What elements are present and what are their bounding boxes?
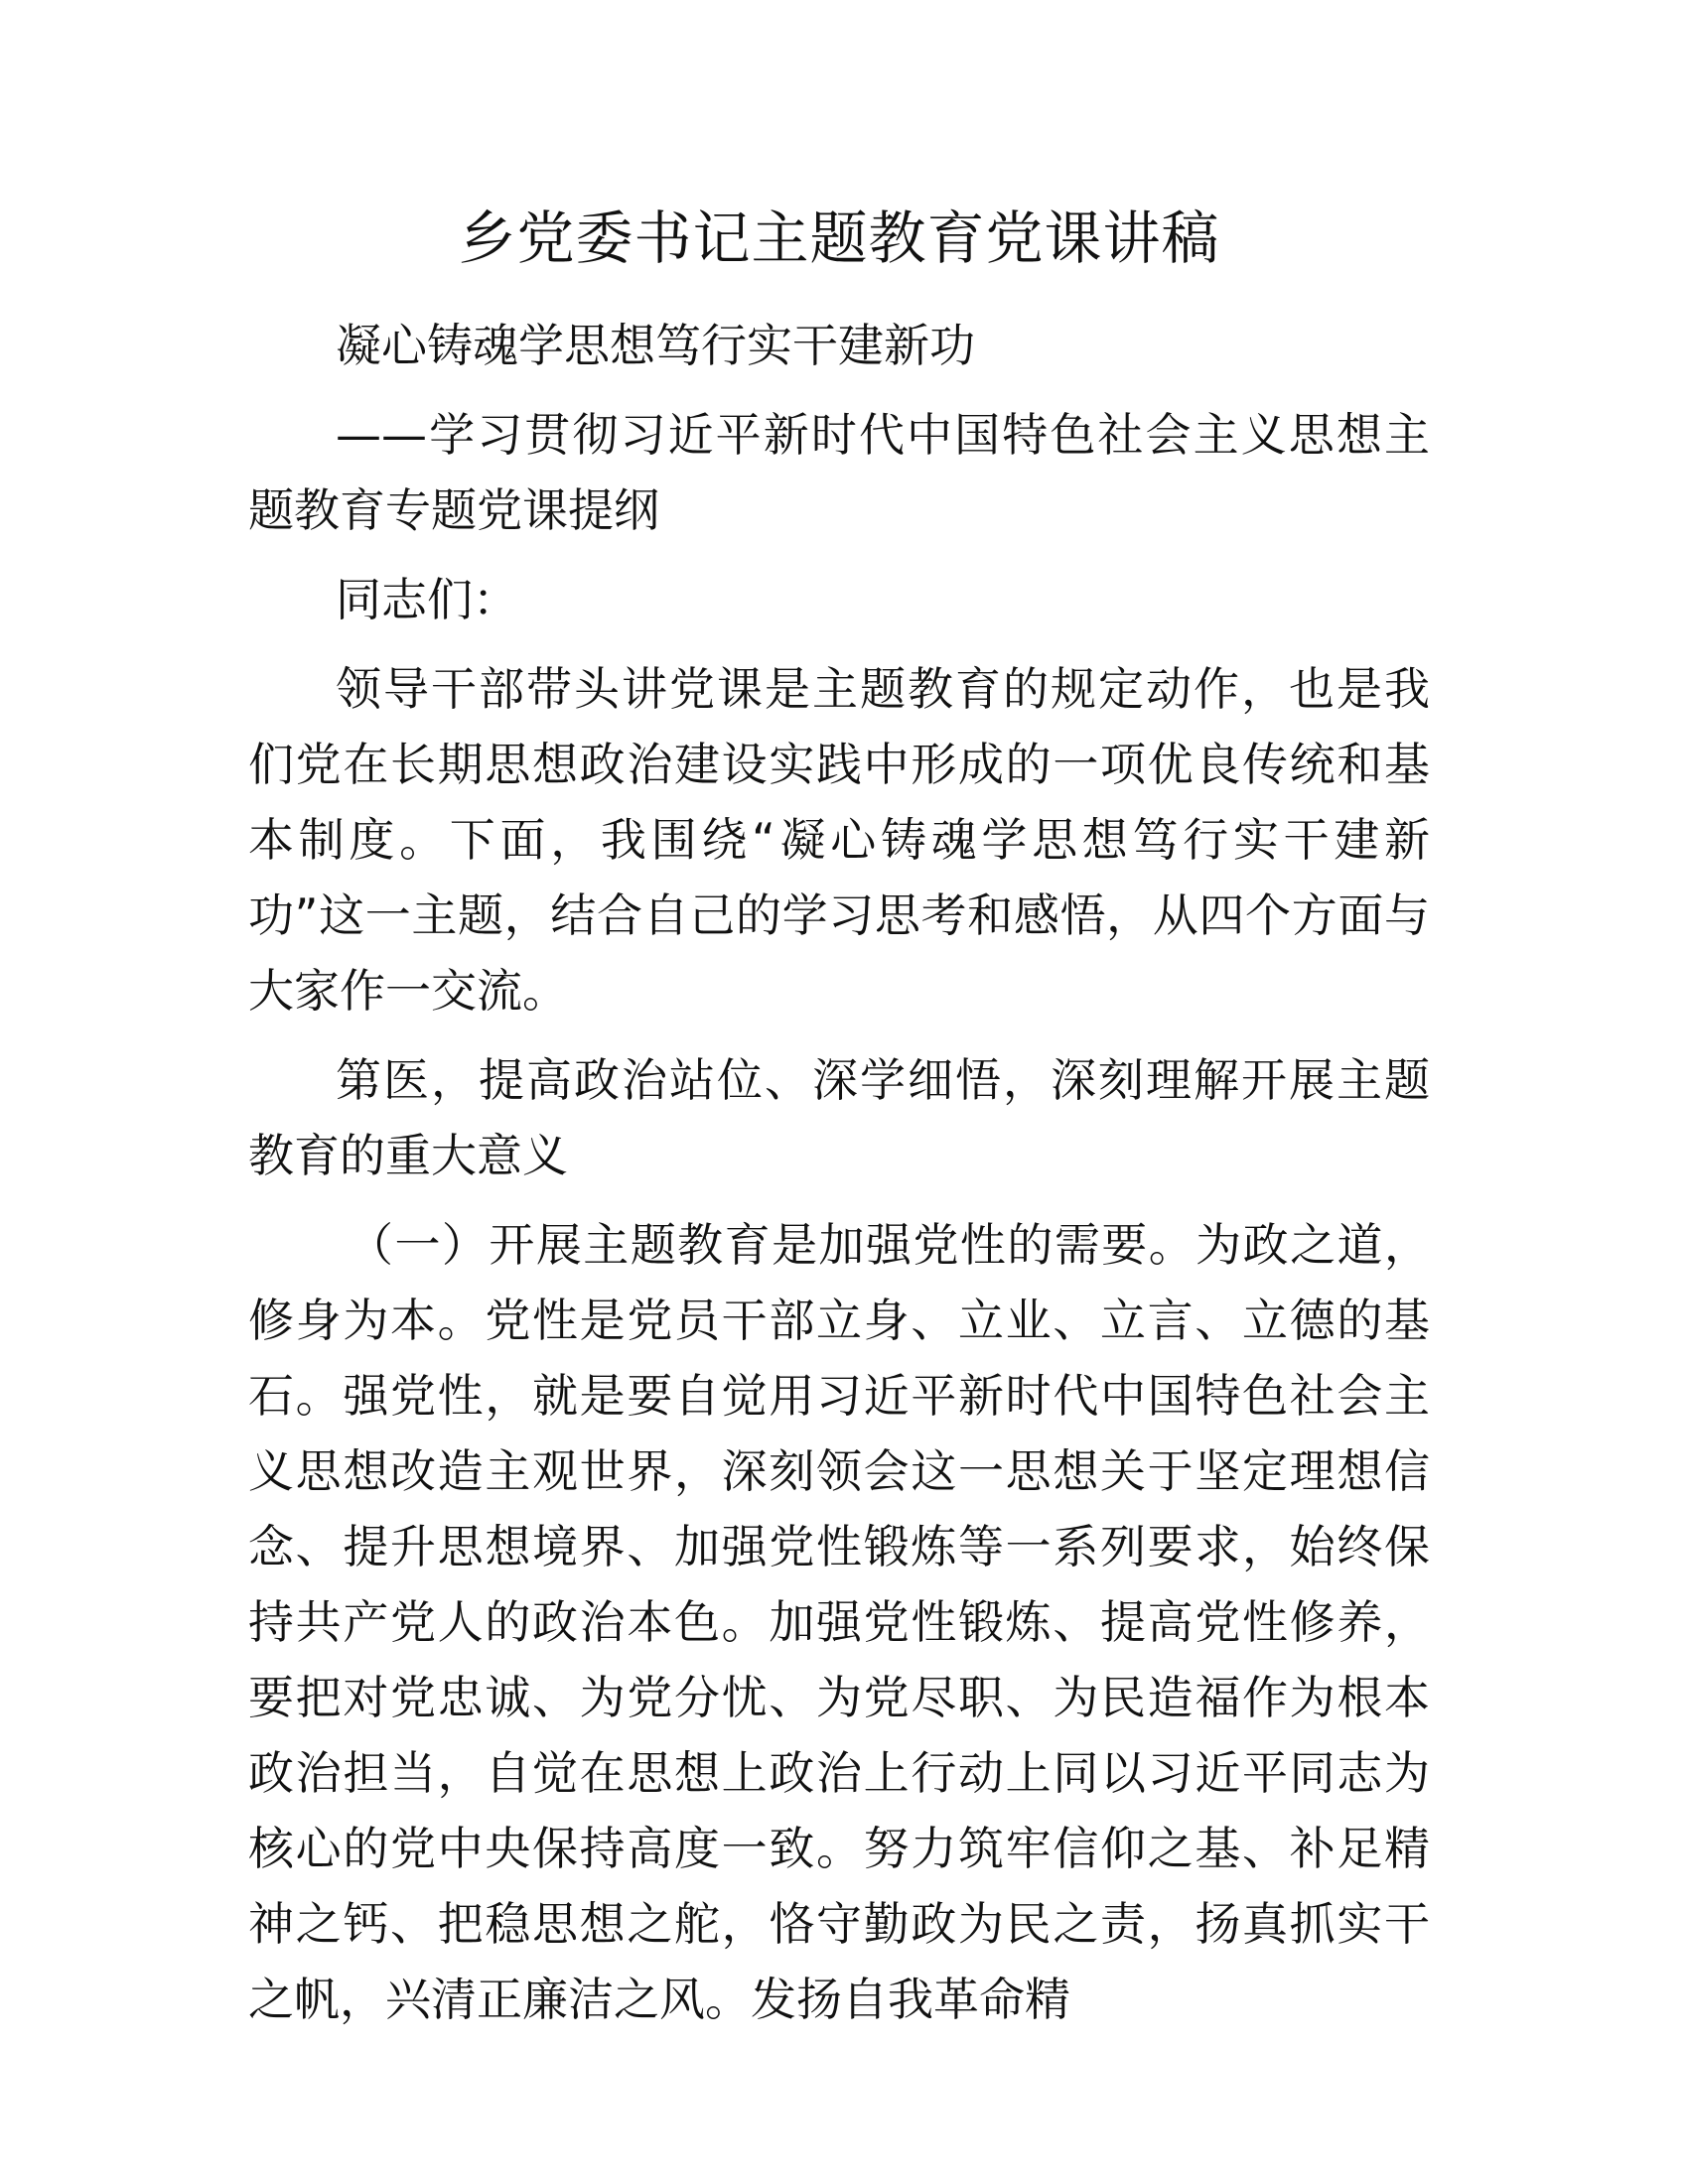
document-title: 乡党委书记主题教育党课讲稿 (458, 205, 1220, 272)
document-page (248, 189, 1430, 2154)
subtitle: 凝心铸魂学思想笃行实干建新功 (336, 319, 975, 372)
subtitle-outline: ——学习贯彻习近平新时代中国特色社会主义思想主题教育专题党课提纲 (248, 408, 1430, 537)
section-heading-1: 第医，提高政治站位、深学细悟，深刻理解开展主题教育的重大意义 (248, 1053, 1430, 1182)
intro-paragraph: 领导干部带头讲党课是主题教育的规定动作，也是我们党在长期思想政治建设实践中形成的一项优良传统和基本制度。下面，我围绕“凝心铸魂学思想笃行实干建新功”这一主题，结合自己的学习思考和感悟，从四个方面与大家作一交流。 (248, 662, 1430, 1018)
salutation: 同志们： (336, 573, 518, 626)
body-paragraph-1: （一）开展主题教育是加强党性的需要。为政之道，修身为本。党性是党员干部立身、立业、立言、立德的基石。强党性，就是要自觉用习近平新时代中国特色社会主义思想改造主观世界，深刻领会这一思想关于坚定理想信念、提升思想境界、加强党性锻炼等一系列要求，始终保持共产党人的政治本色。加强党性锻炼、提高党性修养，要把对党忠诚、为党分忧、为党尽职、为民造福作为根本政治担当，自觉在思想上政治上行动上同以习近平同志为核心的党中央保持高度一致。努力筑牢信仰之基、补足精神之钙、把稳思想之舵，恪守勤政为民之责，扬真抓实干之帆，兴清正廉洁之风。发扬自我革命精 (248, 1218, 1430, 2026)
